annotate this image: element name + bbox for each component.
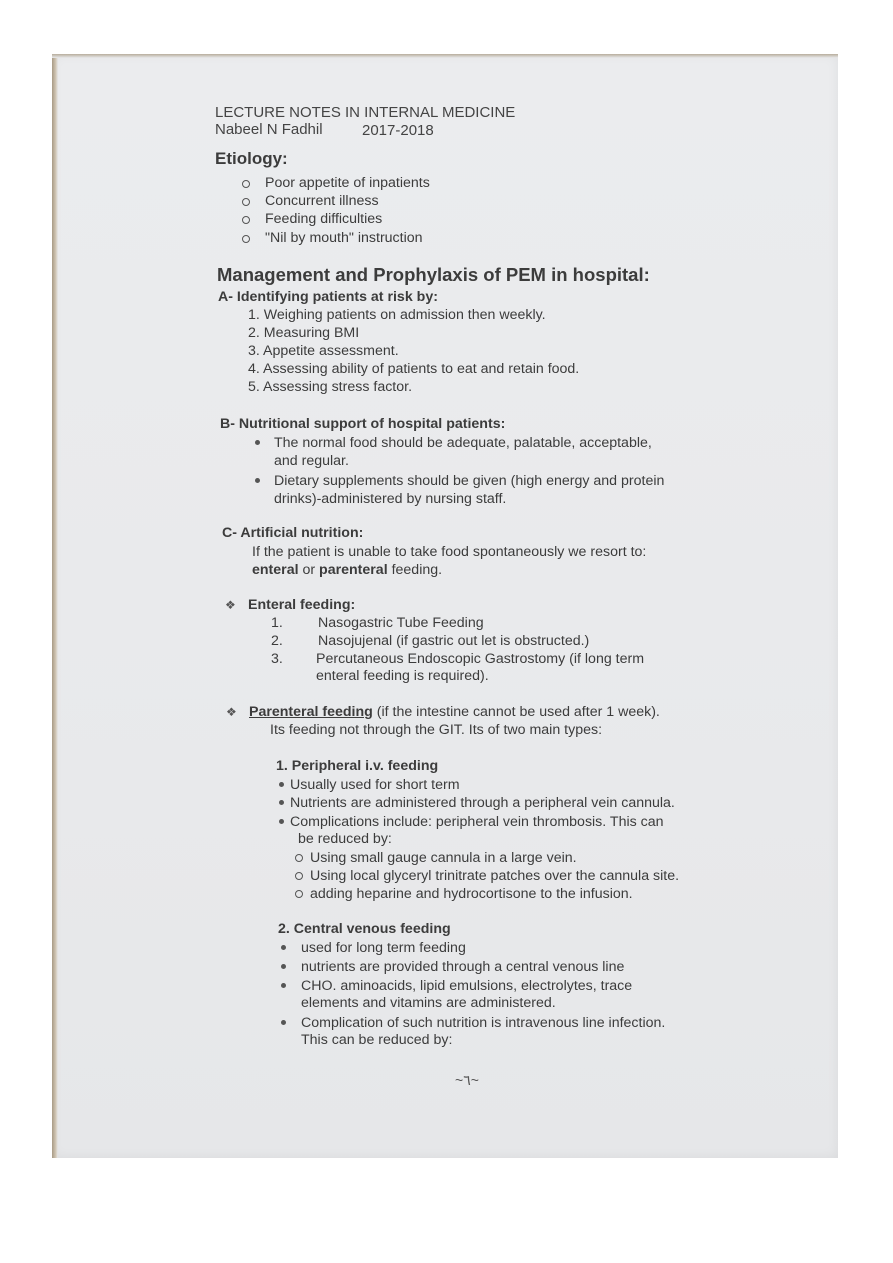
enteral-num: 3. — [271, 651, 283, 667]
central-bullet: CHO. aminoacids, lipid emulsions, electrolytes, trace — [301, 978, 633, 994]
page-number: ~٦~ — [455, 1072, 479, 1088]
section-b-heading: B- Nutritional support of hospital patients: — [220, 416, 506, 432]
peripheral-sub: adding heparine and hydrocortisone to the infusion. — [310, 886, 633, 902]
etiology-item: Feeding difficulties — [265, 211, 383, 227]
bullet-dot-icon — [279, 782, 284, 787]
etiology-item: Concurrent illness — [265, 193, 379, 209]
enteral-heading: Enteral feeding: — [248, 597, 356, 613]
bullet-dot-icon — [279, 800, 284, 805]
circle-bullet-icon — [242, 216, 250, 224]
section-a-item: 5. Assessing stress factor. — [248, 379, 413, 395]
section-c-end: feeding. — [387, 562, 443, 578]
circle-bullet-icon — [295, 854, 303, 862]
enteral-item: Percutaneous Endoscopic Gastrostomy (if long term — [316, 651, 645, 667]
peripheral-bullet: Nutrients are administered through a peripheral vein cannula. — [290, 795, 675, 811]
enteral-num: 1. — [271, 615, 283, 631]
circle-bullet-icon — [242, 235, 250, 243]
etiology-item: Poor appetite of inpatients — [265, 175, 430, 191]
enteral-num: 2. — [271, 633, 283, 649]
etiology-item: "Nil by mouth" instruction — [265, 230, 423, 246]
section-b-item: The normal food should be adequate, palatable, acceptable, — [274, 435, 652, 451]
section-a-item: 4. Assessing ability of patients to eat and retain food. — [248, 361, 580, 377]
bullet-dot-icon — [279, 819, 284, 824]
central-bullet: Complication of such nutrition is intravenous line infection. — [301, 1015, 666, 1031]
peripheral-bullet: Complications include: peripheral vein thrombosis. This can — [290, 814, 664, 830]
peripheral-heading: 1. Peripheral i.v. feeding — [276, 758, 439, 774]
section-b-item-cont: and regular. — [274, 453, 349, 469]
parenteral-heading-line — [249, 704, 660, 721]
bullet-dot-icon — [255, 440, 260, 445]
parenteral-line2: Its feeding not through the GIT. Its of two main types: — [270, 722, 603, 738]
circle-bullet-icon — [295, 890, 303, 898]
bullet-dot-icon — [281, 945, 286, 950]
parenteral-heading-rest: (if the intestine cannot be used after 1 week). — [372, 704, 660, 720]
doc-author: Nabeel N Fadhil — [215, 121, 323, 138]
section-b-item: Dietary supplements should be given (high energy and protein — [274, 473, 665, 489]
parenteral-term: parenteral — [319, 562, 388, 578]
section-c-line1: If the patient is unable to take food spontaneously we resort to: — [252, 544, 647, 560]
circle-bullet-icon — [242, 180, 250, 188]
management-heading: Management and Prophylaxis of PEM in hospital: — [217, 264, 650, 285]
enteral-item-cont: enteral feeding is required). — [316, 668, 489, 684]
section-a-item: 2. Measuring BMI — [248, 325, 360, 341]
enteral-term: enteral — [252, 562, 299, 578]
diamond-bullet-icon: ❖ — [225, 598, 236, 612]
central-heading: 2. Central venous feeding — [278, 921, 451, 937]
circle-bullet-icon — [242, 198, 250, 206]
section-a-item: 1. Weighing patients on admission then weekly. — [248, 307, 546, 323]
central-bullet-cont: elements and vitamins are administered. — [301, 995, 556, 1011]
peripheral-bullet-cont: be reduced by: — [298, 831, 392, 847]
bullet-dot-icon — [281, 964, 286, 969]
parenteral-heading: Parenteral feeding — [249, 704, 373, 720]
enteral-item: Nasogastric Tube Feeding — [318, 615, 484, 631]
central-bullet: nutrients are provided through a central venous line — [301, 959, 625, 975]
section-b-item-cont: drinks)-administered by nursing staff. — [274, 491, 507, 507]
section-c-line2 — [252, 562, 442, 579]
bullet-dot-icon — [281, 1020, 286, 1025]
peripheral-bullet: Usually used for short term — [290, 777, 460, 793]
section-a-heading: A- Identifying patients at risk by: — [218, 289, 438, 305]
bullet-dot-icon — [281, 983, 286, 988]
bullet-dot-icon — [255, 478, 260, 483]
section-c-heading: C- Artificial nutrition: — [222, 525, 364, 541]
peripheral-sub: Using small gauge cannula in a large vein. — [310, 850, 577, 866]
diamond-bullet-icon: ❖ — [226, 705, 237, 719]
section-c-or: or — [298, 562, 320, 578]
circle-bullet-icon — [295, 872, 303, 880]
doc-year: 2017-2018 — [362, 122, 434, 139]
enteral-item: Nasojujenal (if gastric out let is obstructed.) — [318, 633, 590, 649]
peripheral-sub: Using local glyceryl trinitrate patches over the cannula site. — [310, 868, 680, 884]
etiology-heading: Etiology: — [215, 149, 288, 168]
doc-title: LECTURE NOTES IN INTERNAL MEDICINE — [215, 104, 516, 121]
section-a-item: 3. Appetite assessment. — [248, 343, 399, 359]
central-bullet-cont: This can be reduced by: — [301, 1032, 453, 1048]
central-bullet: used for long term feeding — [301, 940, 466, 956]
